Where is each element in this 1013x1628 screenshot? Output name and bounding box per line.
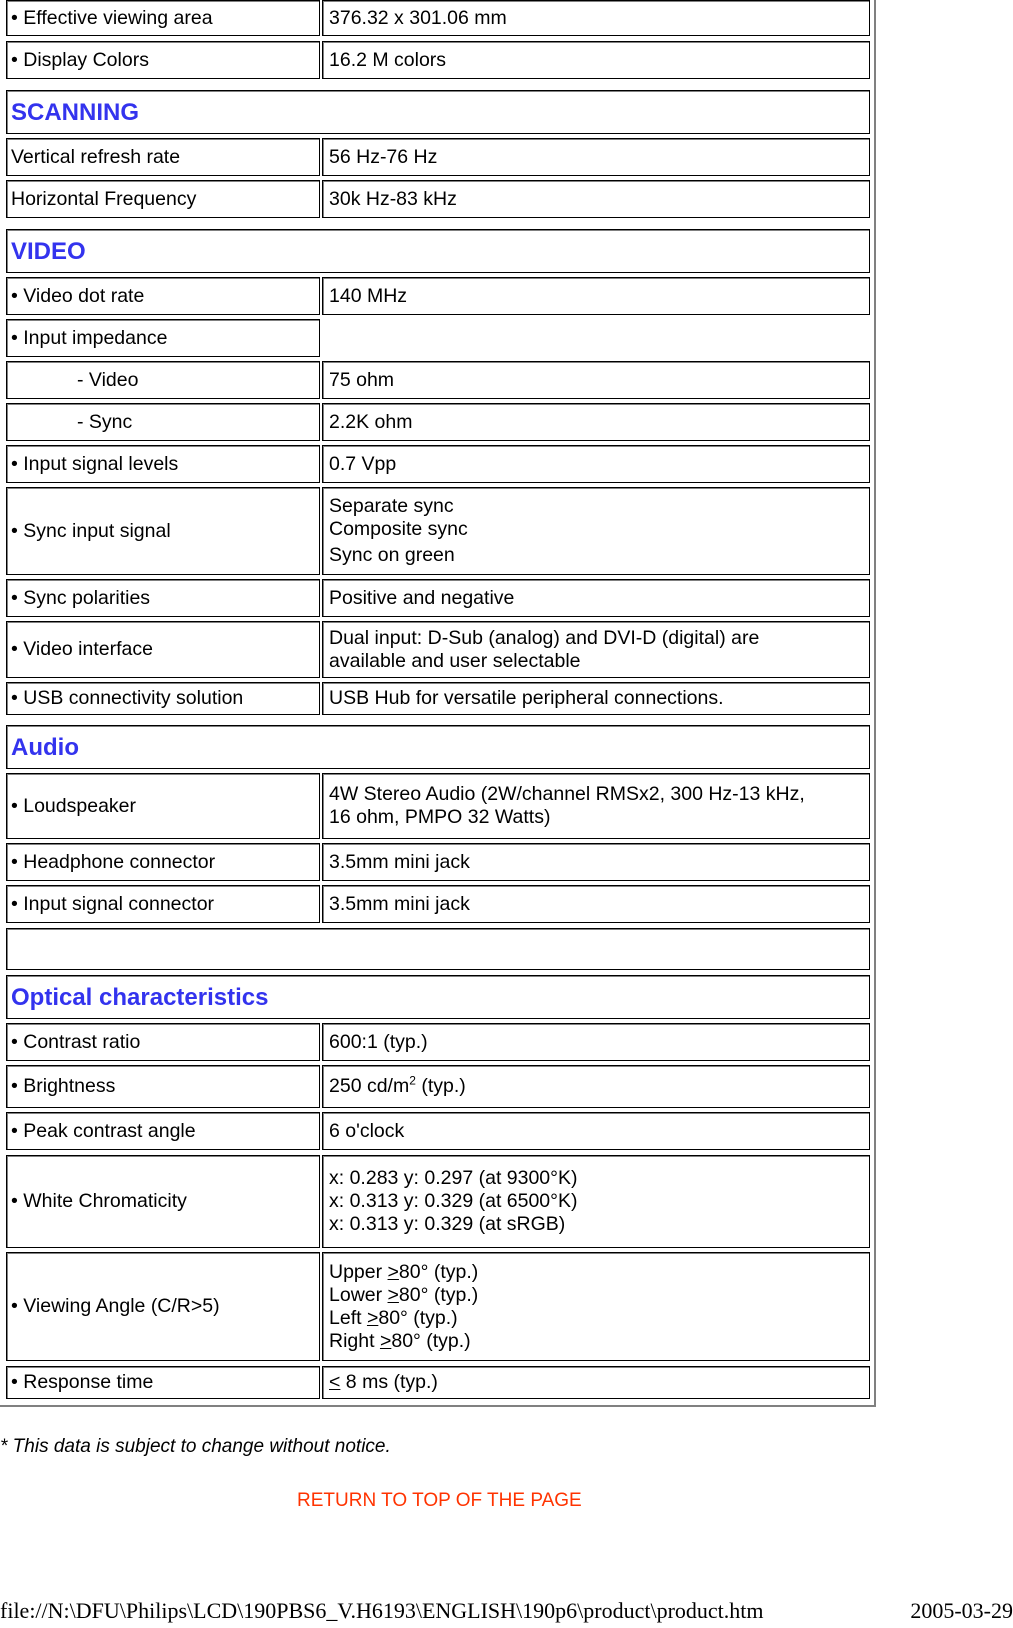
video-dot-rate-value: 140 MHz bbox=[329, 284, 408, 307]
spec-value-cell bbox=[322, 361, 870, 399]
viewing-angle-direction: Left bbox=[329, 1306, 367, 1329]
loudspeaker-label: • Loudspeaker bbox=[11, 794, 136, 817]
spec-value-cell bbox=[322, 1252, 870, 1361]
print-date: 2005-03-29 bbox=[910, 1598, 1013, 1623]
greater-or-equal-symbol: > bbox=[387, 1260, 399, 1283]
spec-label-cell bbox=[6, 621, 320, 678]
spec-label-cell bbox=[6, 579, 320, 617]
headphone-connector-label: • Headphone connector bbox=[11, 850, 216, 873]
display-colors-value: 16.2 M colors bbox=[329, 48, 447, 71]
spec-value-cell bbox=[322, 1065, 870, 1108]
section-header-scanning bbox=[6, 90, 870, 134]
spec-value-cell bbox=[322, 180, 870, 218]
impedance-video-label: - Video bbox=[77, 368, 139, 391]
input-impedance-label: • Input impedance bbox=[11, 326, 168, 349]
contrast-ratio-value: 600:1 (typ.) bbox=[329, 1030, 428, 1053]
spec-value-cell bbox=[322, 1155, 870, 1248]
headphone-connector-value: 3.5mm mini jack bbox=[329, 850, 470, 873]
spec-value-cell bbox=[322, 445, 870, 483]
section-title: SCANNING bbox=[11, 98, 140, 126]
greater-or-equal-symbol: > bbox=[379, 1329, 392, 1352]
spec-value-cell bbox=[322, 138, 870, 176]
spec-label-cell bbox=[6, 1252, 320, 1361]
response-time-value bbox=[329, 1371, 869, 1394]
return-to-top-link[interactable]: RETURN TO TOP OF THE PAGE bbox=[297, 1490, 582, 1511]
sync-input-signal-value-line: Composite sync bbox=[329, 518, 468, 540]
spec-label-cell bbox=[6, 1023, 320, 1061]
viewing-angle-degrees: 80° (typ.) bbox=[398, 1283, 479, 1306]
spec-label-cell bbox=[6, 319, 320, 357]
section-header-audio bbox=[6, 725, 870, 769]
spec-value-cell bbox=[322, 579, 870, 617]
spec-value-cell bbox=[322, 773, 870, 839]
sync-polarities-value: Positive and negative bbox=[329, 586, 515, 609]
spec-label-cell bbox=[6, 277, 320, 315]
peak-contrast-angle-value: 6 o'clock bbox=[329, 1119, 405, 1142]
impedance-sync-label: - Sync bbox=[77, 410, 133, 433]
section-header-video bbox=[6, 229, 870, 273]
spec-value-cell bbox=[322, 1112, 870, 1150]
spec-value-cell bbox=[322, 487, 870, 575]
usb-value: USB Hub for versatile peripheral connections. bbox=[329, 687, 724, 709]
spec-label-cell bbox=[6, 682, 320, 715]
white-chromaticity-value-line: x: 0.313 y: 0.329 (at sRGB) bbox=[329, 1213, 566, 1235]
sync-input-signal-value-line: Sync on green bbox=[329, 544, 455, 566]
white-chromaticity-value-line: x: 0.313 y: 0.329 (at 6500°K) bbox=[329, 1190, 578, 1212]
vertical-refresh-label: Vertical refresh rate bbox=[11, 145, 181, 168]
spec-value-cell bbox=[322, 1366, 870, 1399]
spec-value-cell bbox=[322, 41, 870, 79]
brightness-value-tail: (typ.) bbox=[415, 1075, 466, 1097]
spec-label-cell bbox=[6, 445, 320, 483]
effective-viewing-area-value: 376.32 x 301.06 mm bbox=[329, 6, 507, 29]
spec-value-cell bbox=[322, 1023, 870, 1061]
spec-label-cell bbox=[6, 843, 320, 881]
spec-label-cell bbox=[6, 1112, 320, 1150]
viewing-angle-value-line bbox=[329, 1307, 869, 1330]
viewing-angle-label: • Viewing Angle (C/R>5) bbox=[11, 1295, 220, 1317]
spec-value-cell bbox=[322, 277, 870, 315]
impedance-sync-value: 2.2K ohm bbox=[329, 410, 413, 433]
spec-label-cell bbox=[6, 403, 320, 441]
spec-value-cell bbox=[322, 682, 870, 715]
input-signal-levels-value: 0.7 Vpp bbox=[329, 452, 397, 475]
spec-label-cell bbox=[6, 138, 320, 176]
viewing-angle-value-line bbox=[329, 1330, 869, 1353]
spec-value-cell bbox=[322, 885, 870, 923]
spec-label-cell bbox=[6, 180, 320, 218]
spec-value-cell bbox=[322, 0, 870, 36]
section-title: VIDEO bbox=[11, 237, 86, 265]
brightness-value-main: 250 cd/m bbox=[329, 1075, 410, 1097]
display-colors-label: • Display Colors bbox=[11, 48, 149, 71]
input-signal-connector-value: 3.5mm mini jack bbox=[329, 892, 470, 915]
spec-label-cell bbox=[6, 487, 320, 575]
spec-label-cell bbox=[6, 885, 320, 923]
spec-value-cell bbox=[322, 403, 870, 441]
video-interface-value-line: available and user selectable bbox=[329, 649, 581, 672]
empty-row bbox=[6, 928, 870, 970]
brightness-value-superscript: 2 bbox=[409, 1073, 416, 1088]
spec-label-cell bbox=[6, 0, 320, 36]
white-chromaticity-value-line: x: 0.283 y: 0.297 (at 9300°K) bbox=[329, 1167, 578, 1189]
less-or-equal-symbol: < bbox=[329, 1371, 341, 1393]
greater-or-equal-symbol: > bbox=[366, 1306, 379, 1329]
spec-label-cell bbox=[6, 1366, 320, 1399]
spec-label-cell bbox=[6, 773, 320, 839]
viewing-angle-direction: Right bbox=[329, 1329, 380, 1352]
viewing-angle-degrees: 80° (typ.) bbox=[378, 1306, 458, 1329]
disclaimer-note: * This data is subject to change without notice. bbox=[0, 1436, 391, 1457]
loudspeaker-value-line: 4W Stereo Audio (2W/channel RMSx2, 300 Hz-13 kHz, bbox=[329, 783, 805, 805]
section-title: Audio bbox=[11, 733, 79, 761]
viewing-angle-degrees: 80° (typ.) bbox=[391, 1329, 471, 1352]
greater-or-equal-symbol: > bbox=[387, 1283, 399, 1306]
spec-label-cell bbox=[6, 1155, 320, 1248]
horizontal-frequency-value: 30k Hz-83 kHz bbox=[329, 187, 457, 210]
sync-polarities-label: • Sync polarities bbox=[11, 586, 151, 609]
response-time-label: • Response time bbox=[11, 1371, 154, 1393]
brightness-label: • Brightness bbox=[11, 1075, 116, 1097]
impedance-video-value: 75 ohm bbox=[329, 368, 395, 391]
viewing-angle-direction: Upper bbox=[329, 1260, 388, 1283]
video-interface-label: • Video interface bbox=[11, 638, 153, 660]
horizontal-frequency-label: Horizontal Frequency bbox=[11, 187, 197, 210]
usb-label: • USB connectivity solution bbox=[11, 687, 244, 709]
spec-label-cell bbox=[6, 361, 320, 399]
spec-label-cell bbox=[6, 41, 320, 79]
viewing-angle-value-line bbox=[329, 1261, 869, 1284]
sync-input-signal-value-line: Separate sync bbox=[329, 495, 454, 517]
response-time-text: 8 ms (typ.) bbox=[340, 1371, 438, 1393]
section-title: Optical characteristics bbox=[11, 983, 269, 1011]
contrast-ratio-label: • Contrast ratio bbox=[11, 1030, 141, 1053]
input-signal-levels-label: • Input signal levels bbox=[11, 452, 179, 475]
spec-label-cell bbox=[6, 1065, 320, 1108]
sync-input-signal-label: • Sync input signal bbox=[11, 519, 171, 542]
brightness-value bbox=[329, 1075, 869, 1098]
viewing-angle-value-line bbox=[329, 1284, 869, 1307]
file-path: file://N:\DFU\Philips\LCD\190PBS6_V.H6193\ENGLISH\190p6\product\product.htm bbox=[0, 1598, 764, 1623]
input-signal-connector-label: • Input signal connector bbox=[11, 892, 215, 915]
peak-contrast-angle-label: • Peak contrast angle bbox=[11, 1119, 196, 1142]
section-header-optical bbox=[6, 975, 870, 1019]
spec-value-cell bbox=[322, 621, 870, 678]
effective-viewing-area-label: • Effective viewing area bbox=[11, 6, 213, 29]
viewing-angle-degrees: 80° (typ.) bbox=[398, 1260, 479, 1283]
viewing-angle-direction: Lower bbox=[329, 1283, 388, 1306]
video-interface-value-line: Dual input: D-Sub (analog) and DVI-D (digital) are bbox=[329, 626, 760, 649]
white-chromaticity-label: • White Chromaticity bbox=[11, 1190, 187, 1212]
loudspeaker-value-line: 16 ohm, PMPO 32 Watts) bbox=[329, 806, 551, 828]
spec-value-cell bbox=[322, 843, 870, 881]
video-dot-rate-label: • Video dot rate bbox=[11, 284, 145, 307]
vertical-refresh-value: 56 Hz-76 Hz bbox=[329, 145, 438, 168]
